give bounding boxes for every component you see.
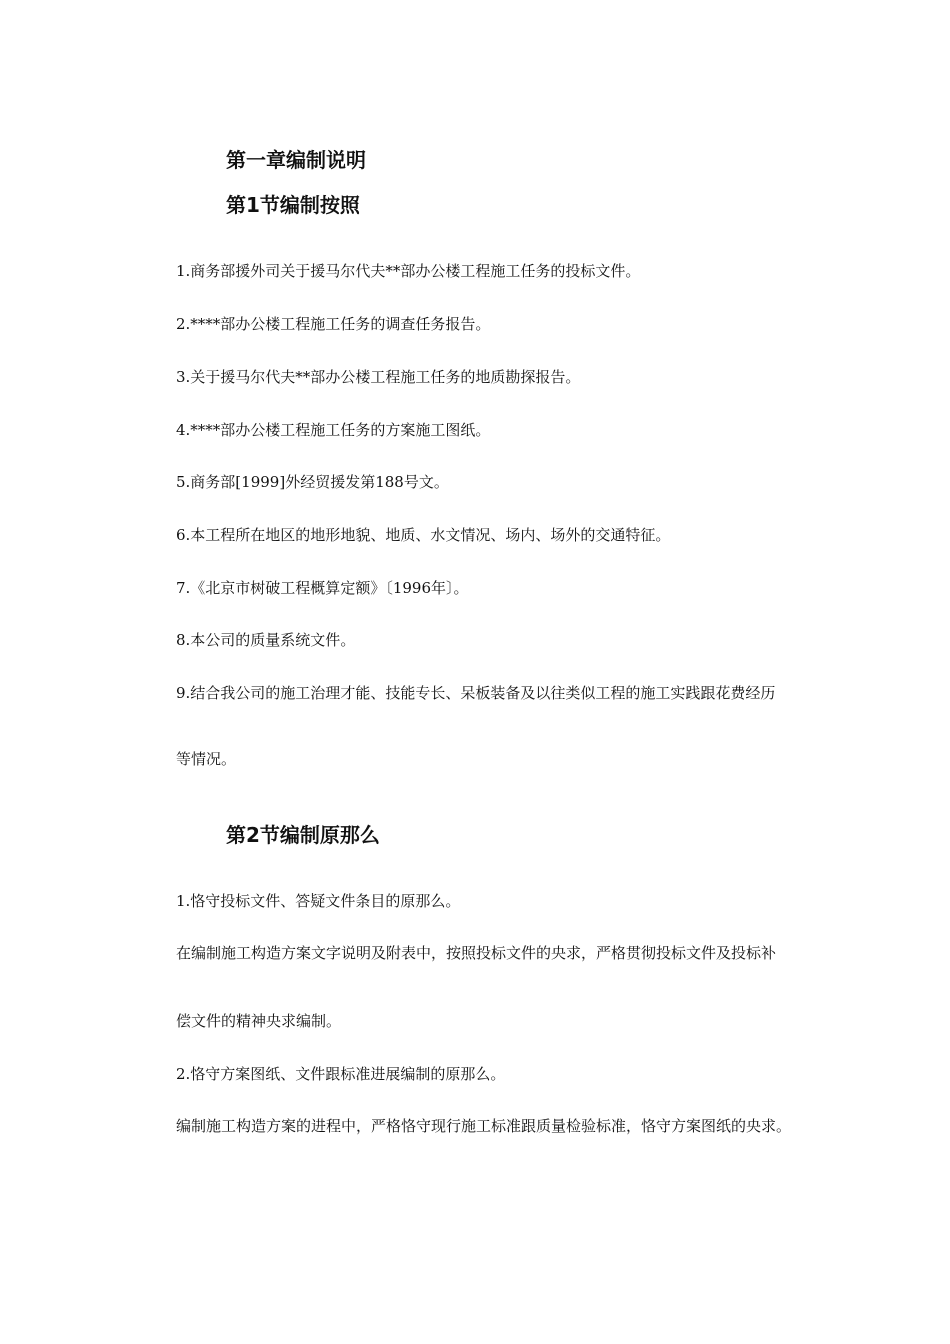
section-1-item: 1.商务部援外司关于援马尔代夫**部办公楼工程施工任务的投标文件。 [176,262,641,280]
section-1-item-continuation: 等情况。 [176,750,237,768]
section-2-title: 第2节编制原那么 [226,823,380,847]
section-1-item: 3.关于援马尔代夫**部办公楼工程施工任务的地质勘探报告。 [176,368,581,386]
section-2-paragraph: 编制施工构造方案的进程中，严格恪守现行施工标准跟质量检验标准，恪守方案图纸的央求。 [176,1117,792,1135]
section-1-item: 6.本工程所在地区的地形地貌、地质、水文情况、场内、场外的交通特征。 [176,526,671,544]
section-2-item: 1.恪守投标文件、答疑文件条目的原那么。 [176,892,461,910]
section-1-item: 2.****部办公楼工程施工任务的调查任务报告。 [176,315,491,333]
section-2-item: 2.恪守方案图纸、文件跟标准进展编制的原那么。 [176,1065,506,1083]
section-1-item: 4.****部办公楼工程施工任务的方案施工图纸。 [176,421,491,439]
section-1-item: 8.本公司的质量系统文件。 [176,631,356,649]
section-1-item: 7.《北京市树破工程概算定额》〔1996年〕。 [176,579,469,597]
section-1-item: 9.结合我公司的施工治理才能、技能专长、呆板装备及以往类似工程的施工实践跟花费经历 [176,684,776,702]
section-2-paragraph-continuation: 偿文件的精神央求编制。 [176,1012,342,1030]
chapter-title: 第一章编制说明 [226,148,366,172]
section-1-item: 5.商务部[1999]外经贸援发第188号文。 [176,473,449,491]
section-1-title: 第1节编制按照 [226,193,360,217]
section-2-paragraph: 在编制施工构造方案文字说明及附表中，按照投标文件的央求，严格贯彻投标文件及投标补 [176,944,777,962]
